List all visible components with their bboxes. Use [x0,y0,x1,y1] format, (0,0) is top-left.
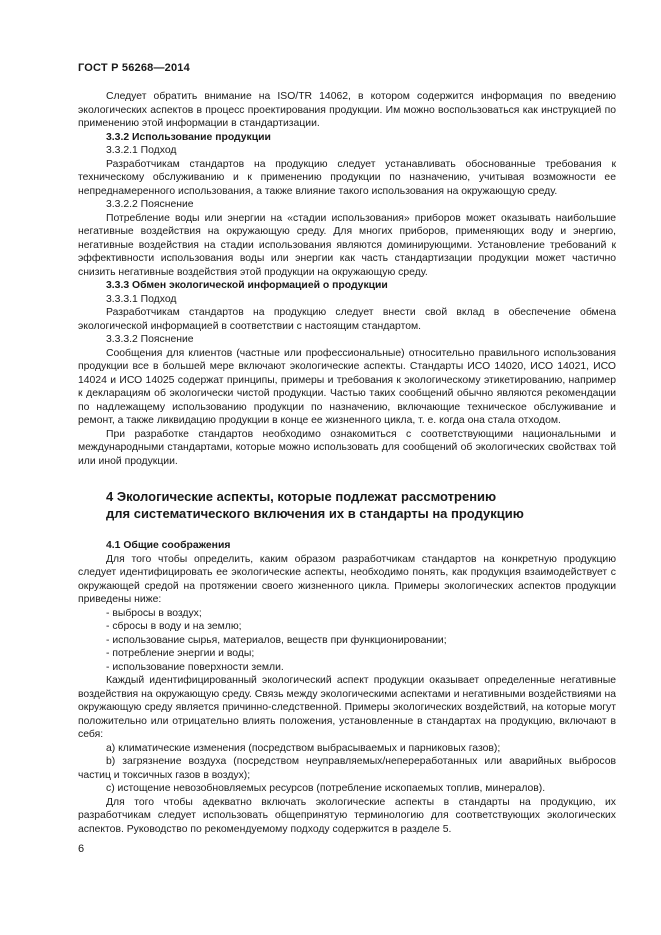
document-header: ГОСТ Р 56268—2014 [78,62,190,74]
list-item: - сбросы в воду и на землю; [106,620,616,634]
section-4-1-paragraph-1: Для того чтобы определить, каким образом разработчикам стандартов на конкретную продукцию следует идентифицировать ее экологические аспекты, необходимо понять, как продукция взаимодействует с окружающей средой на протяжении своего жизненного цикла. Примеры экологических аспектов продукции приведены ниже: [78,553,616,605]
section-3-3-2-title: 3.3.2 Использование продукции [106,131,271,143]
section-3-3-3-2-text-1: Сообщения для клиентов (частные или профессиональные) относительно правильного использования продукции все в большей мере включают экологические аспекты. Стандарты ИСО 14020, ИСО 14021, ИСО 14024 и ИСО 14025 содержат принципы, примеры и требования к экологическому этикетированию, например к декларациям об экологически чистой продукции. Частью таких сообщений обычно являются рекомендации по надлежащему использованию продукции по назначению, включающие техническое обслуживание и ремонт, а также ликвидацию продукции в конце ее жизненного цикла, т. е. когда она стала отходом. [78,347,616,426]
impacts-list [78,742,616,796]
list-item: - использование сырья, материалов, веществ при функционировании; [106,634,616,648]
section-3-3-3-title: 3.3.3 Обмен экологической информацией о продукции [106,280,388,291]
section-3-3-2-1-text: Разработчикам стандартов на продукцию следует устанавливать обоснованные требования к техническому обслуживанию и к применению продукции по назначению, учитывая возможности ее непреднамеренного использования, а также влияние такого использования на окружающую среду. [78,158,616,197]
section-4-heading-line-1: 4 Экологические аспекты, которые подлежат рассмотрению [106,489,497,504]
section-3-3-3-2-title: 3.3.3.2 Пояснение [106,334,194,345]
section-3-3-3-2-text-2: При разработке стандартов необходимо ознакомиться с соответствующими национальными и международными стандартами, которые можно использовать для сообщений об экологических свойствах той или иной продукции. [78,428,616,467]
section-4-heading [106,488,616,522]
section-4-1-title: 4.1 Общие соображения [106,540,231,551]
page-body [78,90,616,836]
section-3-3-3-1-text: Разработчикам стандартов на продукцию следует внести свой вклад в обеспечение обмена экологической информацией в соответствии с настоящим стандартом. [78,307,616,332]
section-4-1-paragraph-3: Для того чтобы адекватно включать экологические аспекты в стандарты на продукцию, их разработчикам следует использовать общепринятую терминологию для соответствующих экологических аспектов. Руководство по рекомендуемому подходу содержится в разделе 5. [78,796,616,835]
list-item: - выбросы в воздух; [106,607,616,621]
section-3-3-2-2-title: 3.3.2.2 Пояснение [106,199,194,210]
section-3-3-3-1-title: 3.3.3.1 Подход [106,293,177,305]
section-4-heading-line-2: для систематического включения их в стандарты на продукцию [106,506,524,521]
list-item: a) климатические изменения (посредством выбрасываемых и парниковых газов); [106,742,501,754]
list-item: b) загрязнение воздуха (посредством неуправляемых/непереработанных или аварийных выбросов частиц и токсичных газов в воздух); [78,756,616,781]
list-item: c) истощение невозобновляемых ресурсов (потребление ископаемых топлив, минералов). [106,783,546,794]
intro-paragraph: Следует обратить внимание на ISO/TR 14062, в котором содержится информация по введению экологических аспектов в процесс проектирования продукции. Им можно воспользоваться как инструкцией по применению этой информации в стандартизации. [78,91,616,129]
aspects-list [78,607,616,675]
section-4-1-paragraph-2: Каждый идентифицированный экологический аспект продукции оказывает определенные негативные воздействия на окружающую среду. Связь между экологическими аспектами и негативными воздействиями на окружающую среду является причинно-следственной. Примеры экологических воздействий, на которые могут положительно или отрицательно влиять положения, установленные в стандартах на продукцию, включают в себя: [78,675,616,740]
list-item: - использование поверхности земли. [106,661,616,675]
list-item: - потребление энергии и воды; [106,647,616,661]
section-3-3-2-1-title: 3.3.2.1 Подход [106,145,177,156]
section-3-3-2-2-text: Потребление воды или энергии на «стадии использования» приборов может оказывать наибольшие негативные воздействия на окружающую среду. Для многих приборов, применяющих воду и энергию, негативные воздействия на стадии использования являются доминирующими. Установление требований к эффективности использования воды или энергии как часть стандартизации продукции может частично снизить негативные воздействия этой продукции на окружающую среду. [78,212,616,278]
page-number: 6 [78,843,85,855]
